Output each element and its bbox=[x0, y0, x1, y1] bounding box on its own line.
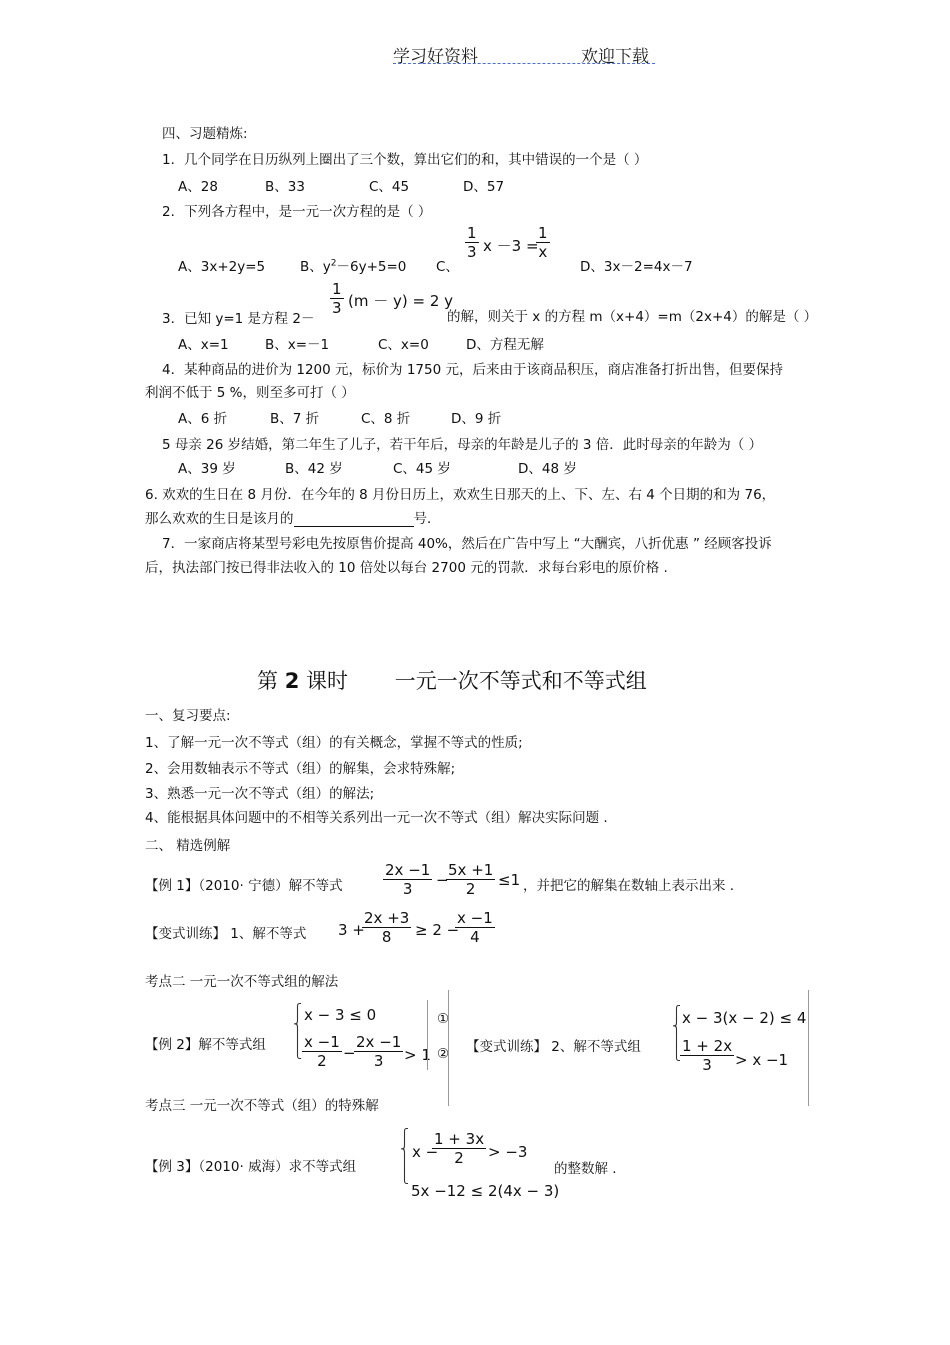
q3-prefix: 3．已知 y=1 是方程 2－ bbox=[162, 311, 315, 327]
ex2-minus: − bbox=[343, 1044, 356, 1062]
review-point-2: 2、会用数轴表示不等式（组）的解集，会求特殊解; bbox=[145, 761, 456, 777]
ex1-minus: − bbox=[436, 871, 449, 889]
var2-relation: > x −1 bbox=[735, 1051, 789, 1069]
ex2-row1: x − 3 ≤ 0 bbox=[304, 1006, 377, 1024]
q3-option-b: B、x=－1 bbox=[265, 337, 330, 353]
ex3-row2: 5x −12 ≤ 2(4x − 3) bbox=[411, 1182, 560, 1200]
keypoint-2: 考点二 一元一次不等式组的解法 bbox=[145, 974, 339, 990]
q4-line1: 4．某种商品的进价为 1200 元，标价为 1750 元，后来由于该商品积压，商店准备打折出售，但要保持 bbox=[162, 362, 783, 378]
q4-option-d: D、9 折 bbox=[451, 411, 502, 427]
review-title: 一、复习要点: bbox=[145, 708, 231, 724]
q3-option-c: C、x=0 bbox=[378, 337, 429, 353]
q7-line2: 后，执法部门按已得非法收入的 10 倍处以每台 2700 元的罚款．求每台彩电的原价格 . bbox=[145, 560, 668, 576]
var1-frac2: $\frac{x -1}{4}$ bbox=[457, 909, 493, 946]
q1-option-b: B、33 bbox=[265, 179, 305, 195]
ex1-prefix: 【例 1】（2010· 宁德）解不等式 bbox=[145, 878, 343, 894]
keypoint-3: 考点三 一元一次不等式（组）的特殊解 bbox=[145, 1098, 379, 1114]
header-divider bbox=[393, 63, 655, 64]
ex2-frac2: $\frac{2x -1}{3}$ bbox=[356, 1033, 402, 1070]
var2-right-border bbox=[808, 990, 809, 1106]
lesson-title: 第 2 课时 一元一次不等式和不等式组 bbox=[257, 669, 647, 693]
ex3-frac: $\frac{1 + 3x}{2}$ bbox=[434, 1130, 485, 1167]
ex3-lead: x − bbox=[412, 1143, 439, 1161]
section4-title: 四、习题精炼: bbox=[162, 126, 248, 142]
q5-option-a: A、39 岁 bbox=[178, 461, 236, 477]
q3-frac: $\frac{1}{3}$ bbox=[332, 280, 342, 317]
ex2-mark-1: ① bbox=[437, 1011, 450, 1027]
ex3-prefix: 【例 3】（2010· 威海）求不等式组 bbox=[145, 1159, 357, 1175]
examples-title: 二、 精选例解 bbox=[145, 838, 231, 854]
q7-line1: 7．一家商店将某型号彩电先按原售价提高 40%，然后在广告中写上 “大酬宾，八折优惠 ” 经顾客投诉 bbox=[162, 536, 772, 552]
q5-option-d: D、48 岁 bbox=[518, 461, 577, 477]
header-left: 学习好资料 bbox=[393, 47, 478, 67]
ex1-relation: ≤1 bbox=[498, 871, 521, 889]
review-point-3: 3、熟悉一元一次不等式（组）的解法; bbox=[145, 786, 375, 802]
ex2-divider bbox=[427, 1000, 428, 1070]
ex2-frac1: $\frac{x -1}{2}$ bbox=[304, 1033, 340, 1070]
q3-option-d: D、方程无解 bbox=[466, 337, 544, 353]
var1-prefix: 【变式训练】 1、解不等式 bbox=[145, 926, 307, 942]
q6-line1: 6. 欢欢的生日在 8 月份．在今年的 8 月份日历上，欢欢生日那天的上、下、左、右 4 个日期的和为 76， bbox=[145, 487, 776, 503]
q6-answer-blank bbox=[294, 512, 414, 527]
q4-line2: 利润不低于 5 %，则至多可打（ ） bbox=[145, 385, 355, 401]
ex3-suffix: 的整数解 . bbox=[554, 1161, 617, 1177]
q3-option-a: A、x=1 bbox=[178, 337, 229, 353]
q4-option-a: A、6 折 bbox=[178, 411, 228, 427]
q1-option-a: A、28 bbox=[178, 179, 218, 195]
review-point-4: 4、能根据具体问题中的不相等关系列出一元一次不等式（组）解决实际问题 . bbox=[145, 810, 608, 826]
q1-option-d: D、57 bbox=[463, 179, 505, 195]
ex2-relation: > 1 bbox=[404, 1046, 431, 1064]
var1-lead: 3 + bbox=[338, 921, 365, 939]
var2-frac: $\frac{1 + 2x}{3}$ bbox=[682, 1037, 733, 1074]
q2-option-d: D、3x－2=4x－7 bbox=[580, 259, 693, 275]
q2-option-c-mid: x －3 = bbox=[483, 237, 539, 255]
q1-option-c: C、45 bbox=[369, 179, 410, 195]
ex1-frac2: $\frac{5x +1}{2}$ bbox=[448, 861, 494, 898]
var1-mid: ≥ 2 − bbox=[415, 921, 460, 939]
q2-text: 2．下列各方程中，是一元一次方程的是（ ） bbox=[162, 204, 432, 220]
q5-option-b: B、42 岁 bbox=[285, 461, 343, 477]
var2-prefix: 【变式训练】 2、解不等式组 bbox=[466, 1039, 641, 1055]
review-point-1: 1、了解一元一次不等式（组）的有关概念，掌握不等式的性质; bbox=[145, 735, 523, 751]
ex2-prefix: 【例 2】解不等式组 bbox=[145, 1037, 266, 1053]
ex1-suffix: ，并把它的解集在数轴上表示出来 . bbox=[523, 878, 735, 894]
var1-frac1: $\frac{2x +3}{8}$ bbox=[364, 909, 410, 946]
q2-option-c-label: C、 bbox=[436, 259, 459, 275]
q3-suffix: 的解，则关于 x 的方程 m（x+4）=m（2x+4）的解是（ ） bbox=[447, 309, 818, 325]
ex3-relation: > −3 bbox=[488, 1143, 528, 1161]
q5-text: 5 母亲 26 岁结婚，第二年生了儿子，若干年后，母亲的年龄是儿子的 3 倍．此时母亲的年龄为（ ） bbox=[162, 437, 763, 453]
var2-brace: ⎧ ⎨ ⎪ ⎩ bbox=[672, 1005, 681, 1061]
q3-equation: (m － y) = 2 y bbox=[348, 292, 454, 310]
q6-line2: 那么欢欢的生日是该月的 号． bbox=[145, 511, 441, 527]
q4-option-c: C、8 折 bbox=[361, 411, 411, 427]
ex1-frac1: $\frac{2x -1}{3}$ bbox=[385, 861, 431, 898]
ex2-brace: ⎧ ⎨ ⎪ ⎩ bbox=[293, 1003, 302, 1059]
ex3-brace: ⎧ ⎨ ⎪ ⎩ bbox=[400, 1128, 409, 1184]
ex2-right-border bbox=[448, 990, 449, 1106]
q2-option-b: B、$y^2-6y+5=0$ bbox=[300, 258, 407, 275]
q1-text: 1．几个同学在日历纵列上圈出了三个数，算出它们的和，其中错误的一个是（ ） bbox=[162, 152, 648, 168]
q2-option-a: A、3x+2y=5 bbox=[178, 259, 266, 275]
q2-option-c-frac2: $\frac{1}{x}$ bbox=[538, 224, 548, 261]
q5-option-c: C、45 岁 bbox=[393, 461, 451, 477]
header-right: 欢迎下载 bbox=[581, 47, 649, 67]
q4-option-b: B、7 折 bbox=[270, 411, 320, 427]
var2-row1: x − 3(x − 2) ≤ 4 bbox=[682, 1009, 807, 1027]
ex2-mark-2: ② bbox=[437, 1046, 450, 1062]
q2-option-c-frac1: $\frac{1}{3}$ bbox=[467, 224, 477, 261]
